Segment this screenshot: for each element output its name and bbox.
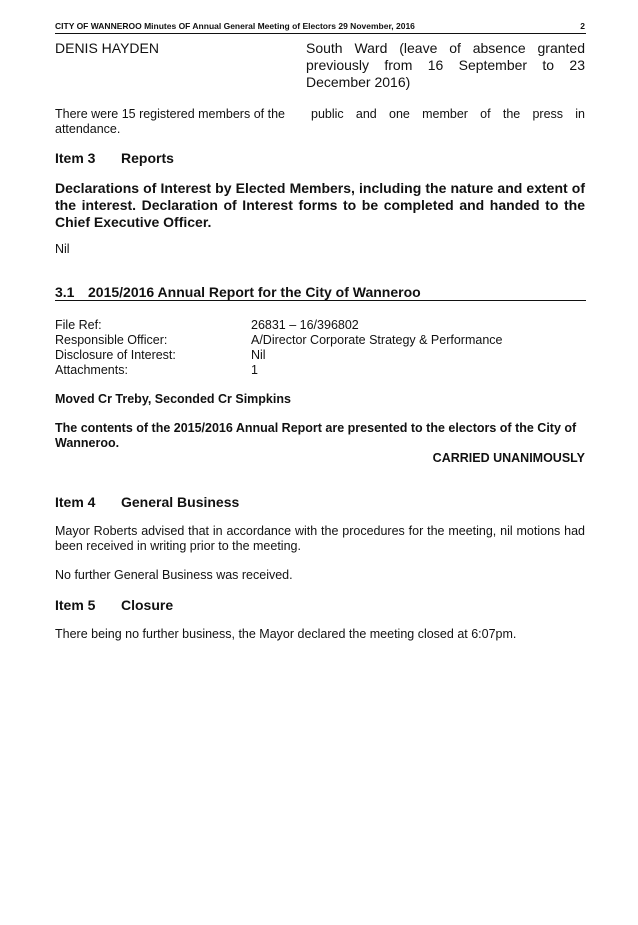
item-4-heading <box>55 494 239 510</box>
public-attendance-right: public and one member of the press in <box>311 107 585 121</box>
section-3-1-title: 2015/2016 Annual Report for the City of Wanneroo <box>88 284 421 300</box>
declarations-text: Nil <box>55 242 70 256</box>
meta-value: Nil <box>251 348 266 362</box>
item-5-number: Item 5 <box>55 597 96 613</box>
item-3-number: Item 3 <box>55 150 96 166</box>
public-attendance-left: There were 15 registered members of the attendance. <box>55 107 285 136</box>
meta-value: 26831 – 16/396802 <box>251 318 359 332</box>
item-4-number: Item 4 <box>55 494 96 510</box>
item-5-title: Closure <box>121 597 174 613</box>
page-header <box>55 21 585 31</box>
meta-row <box>55 333 503 348</box>
meta-value: A/Director Corporate Strategy & Performance <box>251 333 503 347</box>
section-divider <box>55 300 586 301</box>
motion-result: CARRIED UNANIMOUSLY <box>432 451 585 465</box>
attendee-ward-note: South Ward (leave of absence granted previously from 16 September to 23 December 2016) <box>306 40 585 90</box>
declarations-heading: Declarations of Interest by Elected Members, including the nature and extent of the interest. Declaration of Interest forms to be completed and handed to the Chief Executive Officer. <box>55 180 585 230</box>
moved-seconded: Moved Cr Treby, Seconded Cr Simpkins <box>55 392 291 406</box>
attendee-name: DENIS HAYDEN <box>55 40 159 56</box>
meta-label: Responsible Officer: <box>55 333 168 347</box>
header-divider <box>55 33 586 34</box>
item-5-heading <box>55 597 173 613</box>
item-3-heading <box>55 150 174 166</box>
page-number: 2 <box>580 21 585 31</box>
item-4-title: General Business <box>121 494 240 510</box>
meta-row <box>55 318 503 333</box>
meta-row <box>55 363 503 378</box>
meta-label: Attachments: <box>55 363 128 377</box>
general-business-note: No further General Business was received. <box>55 568 293 582</box>
meta-row <box>55 348 503 363</box>
report-metadata <box>55 318 503 378</box>
motion-text: The contents of the 2015/2016 Annual Report are presented to the electors of the City of Wanneroo. <box>55 421 577 450</box>
general-business-paragraph: Mayor Roberts advised that in accordance with the procedures for the meeting, nil motions had been received in writing prior to the meeting. <box>55 524 585 553</box>
meta-label: Disclosure of Interest: <box>55 348 176 362</box>
section-3-1-number: 3.1 <box>55 284 75 300</box>
closure-paragraph: There being no further business, the Mayor declared the meeting closed at 6:07pm. <box>55 627 517 641</box>
header-title: CITY OF WANNEROO Minutes OF Annual General Meeting of Electors 29 November, 2016 <box>55 21 415 31</box>
meta-label: File Ref: <box>55 318 102 332</box>
meta-value: 1 <box>251 363 258 377</box>
item-3-title: Reports <box>121 150 174 166</box>
section-3-1-heading <box>55 284 421 300</box>
